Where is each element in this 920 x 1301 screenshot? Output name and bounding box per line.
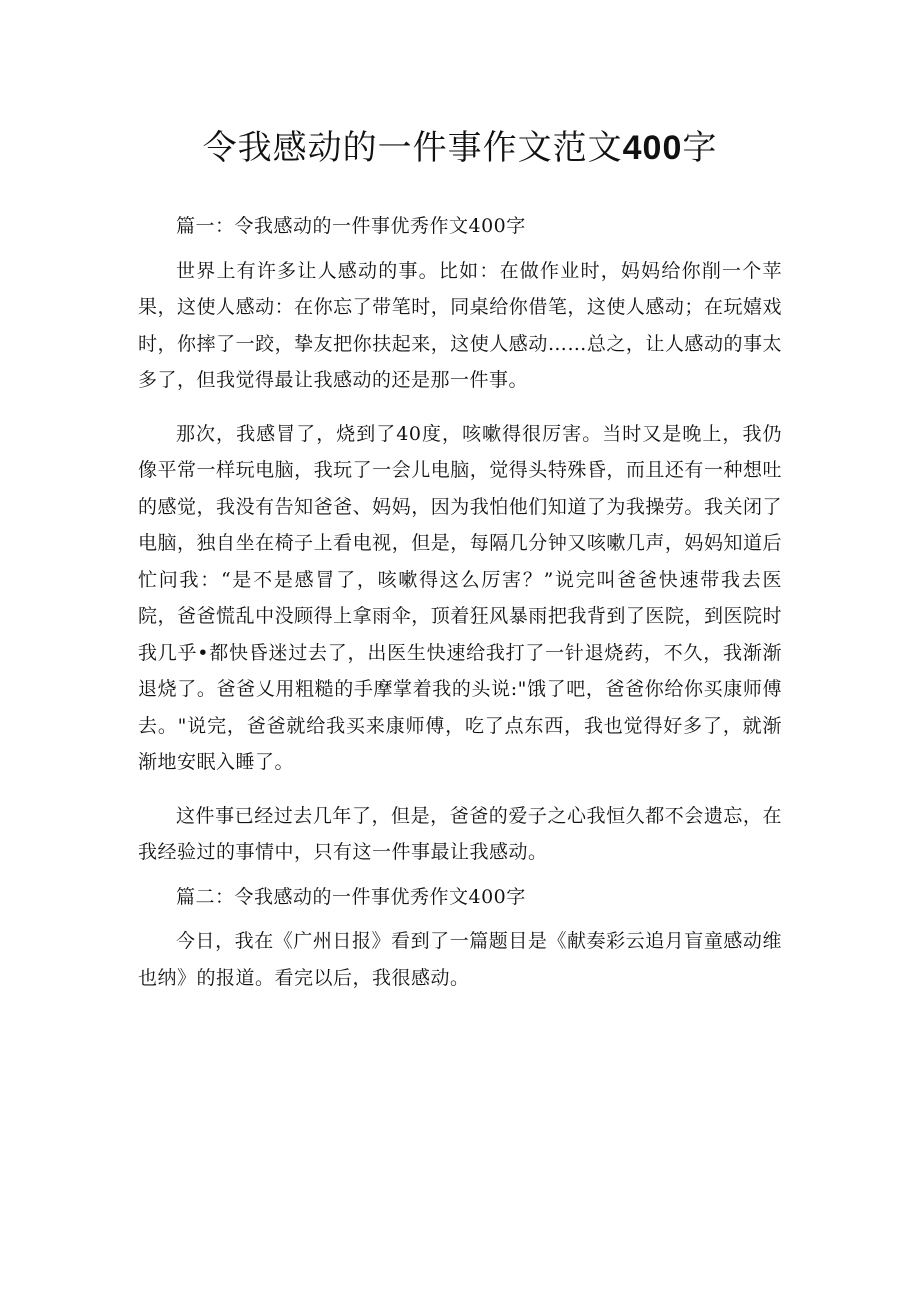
section-heading-2: 篇二：令我感动的一件事优秀作文400字 xyxy=(176,885,526,908)
title-text: 令我感动的一件事作文范文 xyxy=(202,128,623,168)
document-body xyxy=(138,208,782,996)
paragraph: 这件事已经过去几年了，但是，爸爸的爱子之心我恒久都不会遗忘，在我经验过的事情中，只有这一件事最让我感动。 xyxy=(138,804,782,863)
paragraph: 那次，我感冒了，烧到了40度，咳嗽得很厉害。当时又是晚上，我仍像平常一样玩电脑，我玩了一会儿电脑，觉得头特殊昏，而且还有一种想吐的感觉，我没有告知爸爸、妈妈，因为我怕他们知道了为我操劳。我关闭了电脑，独自坐在椅子上看电视，但是，每隔几分钟又咳嗽几声，妈妈知道后忙问我：“是不是感冒了，咳嗽得这么厉害？”说完叫爸爸快速带我去医院，爸爸慌乱中没顾得上拿雨伞，顶着狂风暴雨把我背到了医院，到医院时我几乎•都快昏迷过去了，出医生快速给我打了一针退烧药，不久，我渐渐退烧了。爸爸乂用粗糙的手摩掌着我的头说:"饿了吧，爸爸你给你买康师傅去。"说完，爸爸就给我买来康师傅，吃了点东西，我也觉得好多了，就渐渐地安眠入睡了。 xyxy=(138,422,782,773)
title-number: 400 xyxy=(622,129,683,167)
section-heading-1: 篇一：令我感动的一件事优秀作文400字 xyxy=(176,215,526,237)
paragraph: 今日，我在《广州日报》看到了一篇题目是《献奏彩云追月盲童感动维也纳》的报道。看完以后，我很感动。 xyxy=(138,930,782,989)
title-suffix: 字 xyxy=(682,128,718,168)
document-title xyxy=(0,120,920,176)
paragraph: 世界上有许多让人感动的事。比如：在做作业时，妈妈给你削一个苹果，这使人感动：在你忘了带笔时，同桌给你借笔，这使人感动；在玩嬉戏时，你摔了一跤，挚友把你扶起来，这使人感动……总之，让人感动的事太多了，但我觉得最让我感动的还是那一件事。 xyxy=(138,259,782,391)
